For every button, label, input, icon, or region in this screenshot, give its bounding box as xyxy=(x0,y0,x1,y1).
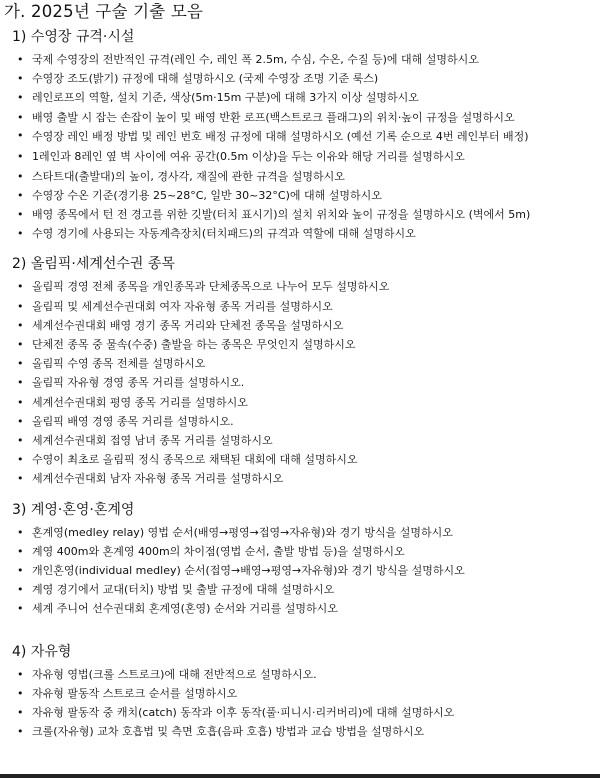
list-item xyxy=(10,354,590,373)
page-bottom-border xyxy=(0,774,600,778)
list-item-text: 올림픽 자유형 경영 종목 거리를 설명하시오. xyxy=(32,376,245,390)
list-item-text: 세계선수권대회 접영 남녀 종목 거리를 설명하시오 xyxy=(32,433,273,447)
list-item xyxy=(10,542,590,561)
bullet-icon: • xyxy=(17,110,24,124)
list-item-text: 레인로프의 역할, 설치 기준, 색상(5m·15m 구분)에 대해 3가지 이상 설명하시오 xyxy=(32,91,419,105)
list-item-text: 스타트대(출발대)의 높이, 경사각, 재질에 관한 규격을 설명하시오 xyxy=(32,169,345,183)
list-item xyxy=(10,703,590,722)
bullet-icon: • xyxy=(17,472,24,486)
list-item-text: 배영 출발 시 잡는 손잡이 높이 및 배영 반환 로프(백스트로크 플래그)의 위치·높이 규정을 설명하시오 xyxy=(32,110,515,124)
list-item-text: 크롤(자유형) 교차 호흡법 및 측면 호흡(음파 호흡) 방법과 교습 방법을 설명하시오 xyxy=(32,725,425,739)
list-item xyxy=(10,523,590,542)
bullet-icon: • xyxy=(17,525,24,539)
list-item xyxy=(10,205,590,224)
list-item-text: 자유형 팔동작 스트로크 순서를 설명하시오 xyxy=(32,686,238,700)
bullet-icon: • xyxy=(17,337,24,351)
list-item xyxy=(10,580,590,599)
list-item xyxy=(10,599,590,618)
list-item xyxy=(10,684,590,703)
list-item xyxy=(10,335,590,354)
section-heading: 2) 올림픽·세계선수권 종목 xyxy=(12,256,175,273)
list-item-text: 배영 종목에서 턴 전 경고를 위한 깃발(터치 표시기)의 설치 위치와 높이 규정을 설명하시오 (벽에서 5m) xyxy=(32,207,531,221)
list-item-text: 세계선수권대회 배영 경기 종목 거리와 단체전 종목을 설명하시오 xyxy=(32,318,344,332)
list-item xyxy=(10,561,590,580)
bullet-icon: • xyxy=(17,227,24,241)
list-item xyxy=(10,167,590,186)
list-item xyxy=(10,88,590,107)
list-item-text: 올림픽 배영 경영 종목 거리를 설명하시오. xyxy=(32,414,234,428)
list-item xyxy=(10,147,590,166)
list-item-text: 자유형 팔동작 중 캐치(catch) 동작과 이후 동작(풀·피니시·리커버리)에 대해 설명하시오 xyxy=(32,705,455,719)
list-item xyxy=(10,186,590,205)
question-list xyxy=(10,50,590,243)
bullet-icon: • xyxy=(17,169,24,183)
section-relay-medley xyxy=(10,501,590,619)
list-item xyxy=(10,722,590,741)
section-heading: 1) 수영장 규격·시설 xyxy=(12,29,135,45)
bullet-icon: • xyxy=(17,725,24,739)
list-item-text: 수영장 조도(밝기) 규정에 대해 설명하시오 (국제 수영장 조명 기준 룩스) xyxy=(32,72,379,86)
question-list xyxy=(10,665,590,742)
bullet-icon: • xyxy=(17,395,24,409)
list-item xyxy=(10,127,590,148)
section-spacer xyxy=(10,489,590,501)
list-item-text: 단체전 종목 중 물속(수중) 출발을 하는 종목은 무엇인지 설명하시오 xyxy=(32,337,356,351)
bullet-icon: • xyxy=(17,72,24,86)
bullet-icon: • xyxy=(17,563,24,577)
bullet-icon: • xyxy=(17,207,24,221)
bullet-icon: • xyxy=(17,53,24,66)
bullet-icon: • xyxy=(17,318,24,332)
bullet-icon: • xyxy=(17,705,24,719)
section-olympic-events xyxy=(10,255,590,488)
bullet-icon: • xyxy=(17,686,24,700)
list-item xyxy=(10,450,590,469)
bullet-icon: • xyxy=(17,299,24,313)
question-list xyxy=(10,523,590,619)
list-item xyxy=(10,224,590,243)
list-item-text: 수영 경기에 사용되는 자동계측장치(터치패드)의 규격과 역할에 대해 설명하시오 xyxy=(32,227,416,241)
list-item xyxy=(10,431,590,450)
section-pool-facilities xyxy=(10,28,590,243)
list-item xyxy=(10,316,590,335)
bullet-icon: • xyxy=(17,91,24,105)
bullet-icon: • xyxy=(17,128,24,142)
list-item xyxy=(10,50,590,69)
bullet-icon: • xyxy=(17,433,24,447)
list-item-text: 수영이 최초로 올림픽 정식 종목으로 채택된 대회에 대해 설명하시오 xyxy=(32,453,358,467)
bullet-icon: • xyxy=(17,188,24,202)
section-spacer xyxy=(10,619,590,643)
list-item-text: 수영장 수온 기준(경기용 25~28°C, 일반 30~32°C)에 대해 설명하시오 xyxy=(32,188,382,202)
section-spacer xyxy=(10,243,590,255)
list-item-text: 계영 400m와 혼계영 400m의 차이점(영법 순서, 출발 방법 등)을 설명하시오 xyxy=(32,544,405,558)
list-item-text: 수영장 레인 배정 방법 및 레인 번호 배정 규정에 대해 설명하시오 (예선 기록 순으로 4번 레인부터 배정) xyxy=(32,129,529,143)
list-item-text: 올림픽 수영 종목 전체를 설명하시오 xyxy=(32,357,206,371)
list-item xyxy=(10,412,590,431)
bullet-icon: • xyxy=(17,583,24,597)
list-item xyxy=(10,297,590,316)
list-item-text: 혼계영(medley relay) 영법 순서(배영→평영→접영→자유형)와 경기 방식을 설명하시오 xyxy=(32,525,453,539)
bullet-icon: • xyxy=(17,280,24,294)
list-item-text: 국제 수영장의 전반적인 규격(레인 수, 레인 폭 2.5m, 수심, 수온, 수질 등)에 대해 설명하시오 xyxy=(32,53,479,66)
list-item-text: 세계선수권대회 평영 종목 거리를 설명하시오 xyxy=(32,395,248,409)
list-item-text: 세계선수권대회 남자 자유형 종목 거리를 설명하시오 xyxy=(32,472,284,486)
bullet-icon: • xyxy=(17,453,24,467)
list-item xyxy=(10,393,590,412)
list-item xyxy=(10,373,590,392)
bullet-icon: • xyxy=(17,544,24,558)
question-list xyxy=(10,277,590,488)
section-heading: 3) 계영·혼영·혼계영 xyxy=(12,501,135,518)
document-title: 가. 2025년 구술 기출 모음 xyxy=(4,2,204,21)
list-item xyxy=(10,469,590,488)
list-item xyxy=(10,108,590,127)
bullet-icon: • xyxy=(17,414,24,428)
bullet-icon: • xyxy=(17,357,24,371)
bullet-icon: • xyxy=(17,150,24,164)
list-item-text: 자유형 영법(크롤 스트로크)에 대해 전반적으로 설명하시오. xyxy=(32,667,317,681)
list-item-text: 세계 주니어 선수권대회 혼계영(혼영) 순서와 거리를 설명하시오 xyxy=(32,602,338,616)
bullet-icon: • xyxy=(17,667,24,681)
section-freestyle xyxy=(10,643,590,742)
bullet-icon: • xyxy=(17,602,24,616)
list-item-text: 올림픽 경영 전체 종목을 개인종목과 단체종목으로 나누어 모두 설명하시오 xyxy=(32,280,390,294)
list-item xyxy=(10,277,590,296)
list-item-text: 계영 경기에서 교대(터치) 방법 및 출발 규정에 대해 설명하시오 xyxy=(32,583,335,597)
section-heading: 4) 자유형 xyxy=(12,643,72,660)
list-item-text: 올림픽 및 세계선수권대회 여자 자유형 종목 거리를 설명하시오 xyxy=(32,299,333,313)
list-item-text: 개인혼영(individual medley) 순서(접영→배영→평영→자유형)와 경기 방식을 설명하시오 xyxy=(32,563,465,577)
bullet-icon: • xyxy=(17,376,24,390)
list-item xyxy=(10,665,590,684)
list-item xyxy=(10,69,590,88)
list-item-text: 1레인과 8레인 옆 벽 사이에 여유 공간(0.5m 이상)을 두는 이유와 해당 거리를 설명하시오 xyxy=(32,150,465,164)
